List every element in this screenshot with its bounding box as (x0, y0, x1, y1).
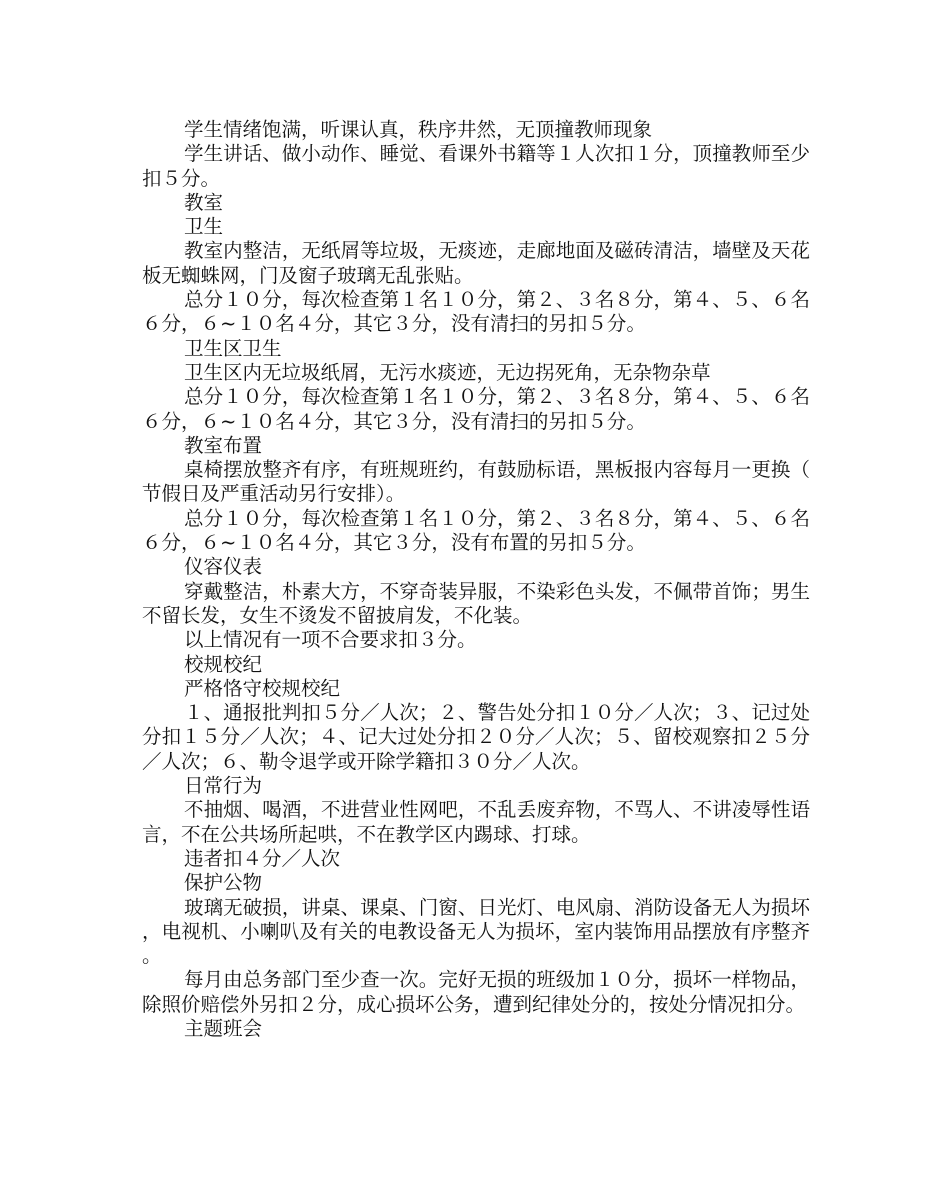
paragraph-classroom-hygiene-standard: 教室内整洁，无纸屑等垃圾，无痰迹，走廊地面及磁砖清洁，墙壁及天花板无蜘蛛网，门及窗子玻璃无乱张贴。 (142, 239, 810, 287)
heading-area-hygiene: 卫生区卫生 (184, 336, 282, 360)
paragraph-appearance-standard: 穿戴整洁，朴素大方，不穿奇装异服，不染彩色头发，不佩带首饰；男生不留长发，女生不烫发不留披肩发，不化装。 (142, 579, 810, 627)
paragraph-daily-behavior-standard: 不抽烟、喝酒，不进营业性网吧，不乱丢废弃物，不骂人、不讲凌辱性语言，不在公共场所起哄，不在教学区内踢球、打球。 (142, 798, 810, 846)
heading-classroom: 教室 (184, 190, 224, 214)
heading-classroom-layout: 教室布置 (184, 433, 263, 457)
paragraph-appearance-deduction: 以上情况有一项不合要求扣３分。 (184, 628, 477, 652)
paragraph-school-rules-standard: 严格恪守校规校纪 (184, 676, 341, 700)
paragraph-classroom-discipline-standard: 学生情绪饱满，听课认真，秩序井然，无顶撞教师现象 (184, 118, 653, 141)
paragraph-classroom-hygiene-scoring: 总分１０分，每次检查第１名１０分，第２、３名８分，第４、５、６名６分，６~１０名４分，其它３分，没有清扫的另扣５分。 (142, 288, 810, 336)
heading-daily-behavior: 日常行为 (184, 774, 263, 798)
heading-public-property: 保护公物 (184, 871, 263, 895)
paragraph-public-property-scoring: 每月由总务部门至少查一次。完好无损的班级加１０分，损坏一样物品，除照价赔偿外另扣２分，成心损坏公务，遭到纪律处分的，按处分情况扣分。 (142, 968, 810, 1016)
heading-school-rules: 校规校纪 (184, 652, 263, 676)
paragraph-school-rules-deduction: １、通报批判扣５分／人次；２、警告处分扣１０分／人次；３、记过处分扣１５分／人次；４、记大过处分扣２０分／人次；５、留校观察扣２５分／人次；６、勒令退学或开除学籍扣３０分／人次。 (142, 701, 810, 773)
heading-appearance: 仪容仪表 (184, 555, 263, 579)
heading-theme-meeting: 主题班会 (184, 1016, 263, 1040)
document-body (142, 118, 810, 1041)
paragraph-area-hygiene-standard: 卫生区内无垃圾纸屑，无污水痰迹，无边拐死角，无杂物杂草 (184, 360, 711, 384)
paragraph-area-hygiene-scoring: 总分１０分，每次检查第１名１０分，第２、３名８分，第４、５、６名６分，６~１０名４分，其它３分，没有清扫的另扣５分。 (142, 385, 810, 433)
paragraph-public-property-standard: 玻璃无破损，讲桌、课桌、门窗、日光灯、电风扇、消防设备无人为损坏，电视机、小喇叭及有关的电教设备无人为损坏，室内装饰用品摆放有序整齐。 (142, 895, 810, 968)
heading-hygiene: 卫生 (184, 215, 224, 239)
paragraph-classroom-layout-scoring: 总分１０分，每次检查第１名１０分，第２、３名８分，第４、５、６名６分，６~１０名４分，其它３分，没有布置的另扣５分。 (142, 506, 810, 555)
paragraph-classroom-layout-standard: 桌椅摆放整齐有序，有班规班约，有鼓励标语，黑板报内容每月一更换（节假日及严重活动另行安排）。 (142, 458, 810, 506)
paragraph-daily-behavior-deduction: 违者扣４分／人次 (184, 846, 341, 870)
paragraph-classroom-discipline-deduction: 学生讲话、做小动作、睡觉、看课外书籍等１人次扣１分，顶撞教师至少扣５分。 (142, 142, 810, 190)
